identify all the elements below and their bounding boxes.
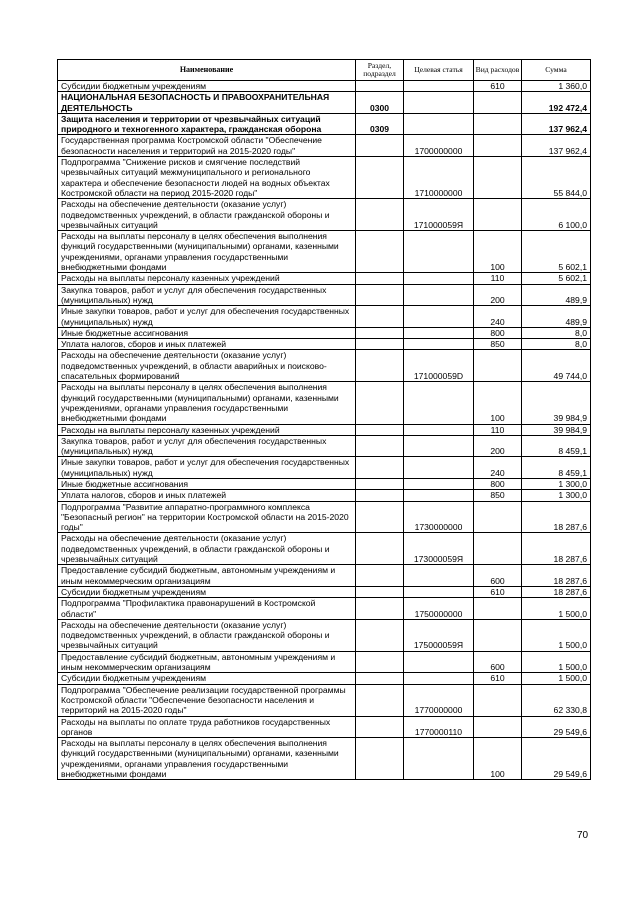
cell-sum: 489,9: [522, 306, 591, 328]
table-row: [58, 350, 591, 382]
cell-section: [356, 716, 404, 738]
cell-section: [356, 457, 404, 479]
cell-section: [356, 533, 404, 565]
cell-sum: 8,0: [522, 327, 591, 338]
cell-kind: 600: [474, 651, 522, 673]
cell-sum: 39 984,9: [522, 424, 591, 435]
header-name: Наименование: [58, 60, 356, 81]
table-row: [58, 382, 591, 424]
cell-name: Расходы на выплаты персоналу казенных учреждений: [58, 424, 356, 435]
cell-section: [356, 339, 404, 350]
cell-name: Подпрограмма "Профилактика правонарушений в Костромской области": [58, 598, 356, 620]
cell-section: 0309: [356, 113, 404, 135]
cell-kind: [474, 598, 522, 620]
cell-section: [356, 619, 404, 651]
cell-name: Иные закупки товаров, работ и услуг для обеспечения государственных (муниципальных) нужд: [58, 457, 356, 479]
cell-section: [356, 490, 404, 501]
cell-target: 1710000000: [404, 157, 474, 199]
cell-name: Закупка товаров, работ и услуг для обеспечения государственных (муниципальных) нужд: [58, 435, 356, 457]
cell-target: [404, 382, 474, 424]
cell-section: [356, 327, 404, 338]
cell-target: [404, 339, 474, 350]
cell-target: [404, 586, 474, 597]
cell-target: [404, 490, 474, 501]
cell-sum: 18 287,6: [522, 565, 591, 587]
cell-target: 1770000000: [404, 684, 474, 716]
table-row: [58, 231, 591, 273]
table-row: [58, 424, 591, 435]
table-row: [58, 92, 591, 114]
cell-sum: 1 500,0: [522, 673, 591, 684]
cell-target: 1750000000: [404, 598, 474, 620]
cell-section: [356, 478, 404, 489]
table-row: [58, 113, 591, 135]
cell-kind: 610: [474, 586, 522, 597]
cell-kind: 240: [474, 457, 522, 479]
table-row: [58, 135, 591, 157]
cell-kind: 600: [474, 565, 522, 587]
cell-sum: 1 500,0: [522, 598, 591, 620]
cell-target: 175000059Я: [404, 619, 474, 651]
table-row: [58, 738, 591, 780]
table-row: [58, 478, 591, 489]
cell-target: 171000059Я: [404, 199, 474, 231]
cell-section: [356, 382, 404, 424]
cell-target: [404, 435, 474, 457]
cell-kind: 610: [474, 81, 522, 92]
cell-kind: [474, 350, 522, 382]
cell-sum: 8,0: [522, 339, 591, 350]
table-row: [58, 673, 591, 684]
cell-sum: 137 962,4: [522, 113, 591, 135]
cell-kind: 240: [474, 306, 522, 328]
table-row: [58, 533, 591, 565]
cell-kind: [474, 619, 522, 651]
cell-kind: 200: [474, 284, 522, 306]
cell-sum: 1 360,0: [522, 81, 591, 92]
cell-name: Иные закупки товаров, работ и услуг для обеспечения государственных (муниципальных) нужд: [58, 306, 356, 328]
cell-sum: 62 330,8: [522, 684, 591, 716]
cell-kind: 850: [474, 490, 522, 501]
table-header-row: [58, 60, 591, 81]
cell-name: Расходы на обеспечение деятельности (оказание услуг) подведомственных учреждений, в области гражданской обороны и чрезвычайных ситуаций: [58, 533, 356, 565]
cell-name: Субсидии бюджетным учреждениям: [58, 81, 356, 92]
cell-kind: 100: [474, 382, 522, 424]
cell-sum: 1 300,0: [522, 478, 591, 489]
cell-sum: 8 459,1: [522, 457, 591, 479]
cell-name: Предоставление субсидий бюджетным, автономным учреждениям и иным некоммерческим организациям: [58, 565, 356, 587]
table-row: [58, 339, 591, 350]
cell-kind: [474, 533, 522, 565]
cell-section: [356, 273, 404, 284]
cell-section: [356, 135, 404, 157]
cell-kind: 100: [474, 231, 522, 273]
table-row: [58, 684, 591, 716]
cell-sum: 1 500,0: [522, 651, 591, 673]
cell-sum: 29 549,6: [522, 738, 591, 780]
table-row: [58, 565, 591, 587]
cell-target: [404, 273, 474, 284]
table-body: [58, 81, 591, 780]
cell-sum: 8 459,1: [522, 435, 591, 457]
cell-name: НАЦИОНАЛЬНАЯ БЕЗОПАСНОСТЬ И ПРАВООХРАНИТЕЛЬНАЯ ДЕЯТЕЛЬНОСТЬ: [58, 92, 356, 114]
cell-kind: [474, 92, 522, 114]
cell-target: 1730000000: [404, 501, 474, 533]
cell-target: [404, 306, 474, 328]
cell-target: [404, 327, 474, 338]
cell-kind: 110: [474, 273, 522, 284]
cell-target: [404, 424, 474, 435]
table-row: [58, 435, 591, 457]
table-row: [58, 619, 591, 651]
cell-name: Расходы на выплаты персоналу в целях обеспечения выполнения функций государственными (муниципальными) органами, казенными учреждениями, органами управления государственными внебюджетными фондами: [58, 738, 356, 780]
cell-section: [356, 738, 404, 780]
cell-name: Иные бюджетные ассигнования: [58, 327, 356, 338]
cell-section: [356, 673, 404, 684]
header-target: Целевая статья: [404, 60, 474, 81]
cell-sum: 29 549,6: [522, 716, 591, 738]
cell-name: Уплата налогов, сборов и иных платежей: [58, 339, 356, 350]
cell-name: Подпрограмма "Обеспечение реализации государственной программы Костромской области "Обеспечение безопасности населения и территорий на 2015-2020 годы": [58, 684, 356, 716]
cell-target: [404, 651, 474, 673]
cell-target: 1770000110: [404, 716, 474, 738]
cell-name: Субсидии бюджетным учреждениям: [58, 586, 356, 597]
header-kind: Вид расходов: [474, 60, 522, 81]
table-row: [58, 490, 591, 501]
budget-table: [57, 59, 591, 780]
cell-kind: 200: [474, 435, 522, 457]
cell-sum: 39 984,9: [522, 382, 591, 424]
cell-section: [356, 199, 404, 231]
cell-section: [356, 157, 404, 199]
cell-kind: [474, 113, 522, 135]
cell-target: [404, 457, 474, 479]
cell-sum: 192 472,4: [522, 92, 591, 114]
cell-kind: [474, 716, 522, 738]
cell-target: [404, 478, 474, 489]
cell-target: [404, 673, 474, 684]
cell-name: Расходы на обеспечение деятельности (оказание услуг) подведомственных учреждений, в области гражданской обороны и чрезвычайных ситуаций: [58, 199, 356, 231]
cell-section: [356, 424, 404, 435]
table-row: [58, 157, 591, 199]
cell-target: [404, 92, 474, 114]
cell-section: [356, 586, 404, 597]
cell-name: Уплата налогов, сборов и иных платежей: [58, 490, 356, 501]
cell-sum: 18 287,6: [522, 501, 591, 533]
page-number: 70: [577, 830, 589, 841]
cell-section: [356, 284, 404, 306]
cell-sum: 137 962,4: [522, 135, 591, 157]
cell-section: [356, 231, 404, 273]
cell-name: Расходы на выплаты персоналу в целях обеспечения выполнения функций государственными (муниципальными) органами, казенными учреждениями, органами управления государственными внебюджетными фондами: [58, 382, 356, 424]
cell-sum: 489,9: [522, 284, 591, 306]
cell-name: Государственная программа Костромской области "Обеспечение безопасности населения и территорий на 2015-2020 годы": [58, 135, 356, 157]
table-row: [58, 501, 591, 533]
cell-kind: 110: [474, 424, 522, 435]
cell-target: [404, 113, 474, 135]
cell-kind: [474, 684, 522, 716]
cell-name: Подпрограмма "Снижение рисков и смягчение последствий чрезвычайных ситуаций межмуниципального и регионального характера и обеспечение безопасности людей на водных объектах Костромской области на период 2015-2020 годы": [58, 157, 356, 199]
table-row: [58, 457, 591, 479]
table-row: [58, 199, 591, 231]
table-row: [58, 284, 591, 306]
table-row: [58, 81, 591, 92]
cell-kind: [474, 135, 522, 157]
cell-name: Расходы на выплаты персоналу в целях обеспечения выполнения функций государственными (муниципальными) органами, казенными учреждениями, органами управления государственными внебюджетными фондами: [58, 231, 356, 273]
cell-name: Защита населения и территории от чрезвычайных ситуаций природного и техногенного характера, гражданская оборона: [58, 113, 356, 135]
table-row: [58, 586, 591, 597]
cell-target: [404, 81, 474, 92]
cell-kind: [474, 199, 522, 231]
cell-sum: 49 744,0: [522, 350, 591, 382]
cell-sum: 5 602,1: [522, 231, 591, 273]
table-row: [58, 598, 591, 620]
cell-section: [356, 565, 404, 587]
cell-target: [404, 738, 474, 780]
cell-section: 0300: [356, 92, 404, 114]
cell-sum: 18 287,6: [522, 533, 591, 565]
cell-name: Предоставление субсидий бюджетным, автономным учреждениям и иным некоммерческим организациям: [58, 651, 356, 673]
cell-sum: 6 100,0: [522, 199, 591, 231]
cell-sum: 5 602,1: [522, 273, 591, 284]
cell-kind: 800: [474, 327, 522, 338]
cell-target: 1700000000: [404, 135, 474, 157]
table-row: [58, 716, 591, 738]
cell-section: [356, 651, 404, 673]
cell-section: [356, 435, 404, 457]
cell-sum: 18 287,6: [522, 586, 591, 597]
cell-sum: 55 844,0: [522, 157, 591, 199]
table-row: [58, 306, 591, 328]
cell-section: [356, 598, 404, 620]
cell-target: [404, 565, 474, 587]
cell-name: Иные бюджетные ассигнования: [58, 478, 356, 489]
cell-name: Расходы на обеспечение деятельности (оказание услуг) подведомственных учреждений, в области аварийных и поисково-спасательных формирований: [58, 350, 356, 382]
cell-kind: 800: [474, 478, 522, 489]
cell-kind: 610: [474, 673, 522, 684]
cell-section: [356, 306, 404, 328]
cell-kind: [474, 157, 522, 199]
cell-name: Закупка товаров, работ и услуг для обеспечения государственных (муниципальных) нужд: [58, 284, 356, 306]
cell-section: [356, 684, 404, 716]
cell-name: Расходы на выплаты персоналу казенных учреждений: [58, 273, 356, 284]
cell-kind: [474, 501, 522, 533]
cell-name: Подпрограмма "Развитие аппаратно-программного комплекса "Безопасный регион" на территории Костромской области на 2015-2020 годы": [58, 501, 356, 533]
cell-name: Расходы на выплаты по оплате труда работников государственных органов: [58, 716, 356, 738]
header-sum: Сумма: [522, 60, 591, 81]
cell-name: Расходы на обеспечение деятельности (оказание услуг) подведомственных учреждений, в области гражданской обороны и чрезвычайных ситуаций: [58, 619, 356, 651]
cell-target: 173000059Я: [404, 533, 474, 565]
cell-section: [356, 350, 404, 382]
cell-target: 171000059D: [404, 350, 474, 382]
table-row: [58, 273, 591, 284]
cell-name: Субсидии бюджетным учреждениям: [58, 673, 356, 684]
cell-section: [356, 81, 404, 92]
cell-kind: 850: [474, 339, 522, 350]
cell-target: [404, 284, 474, 306]
cell-sum: 1 500,0: [522, 619, 591, 651]
cell-sum: 1 300,0: [522, 490, 591, 501]
table-row: [58, 327, 591, 338]
table-row: [58, 651, 591, 673]
cell-target: [404, 231, 474, 273]
cell-section: [356, 501, 404, 533]
header-section: Раздел, подраздел: [356, 60, 404, 81]
cell-kind: 100: [474, 738, 522, 780]
